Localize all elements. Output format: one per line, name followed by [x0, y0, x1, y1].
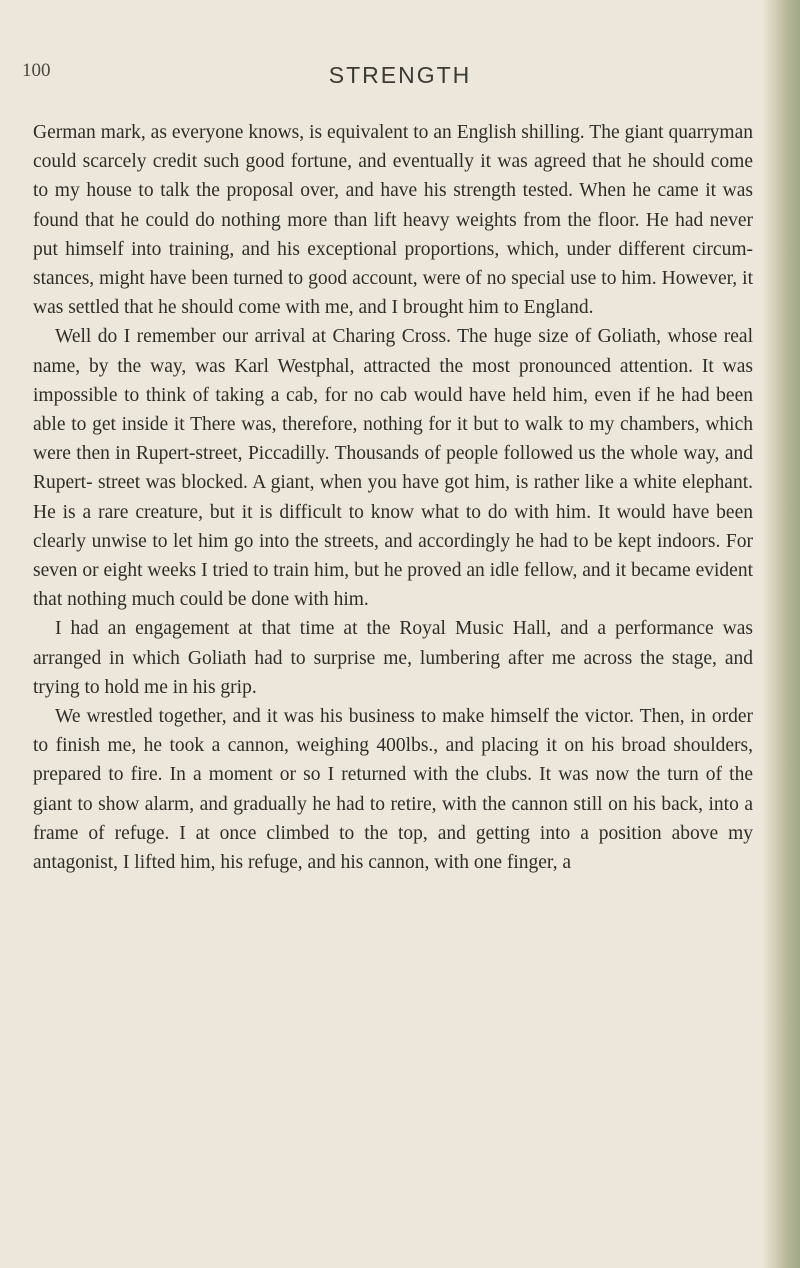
paragraph: I had an engagement at that time at the Royal Music Hall, and a performance was arranged in which Goliath had to surprise me, lumbering after me across the stage, and trying to hold me in his grip.	[33, 618, 753, 698]
paragraph: Well do I remember our arrival at Charing Cross. The huge size of Goliath, whose real name, by the way, was Karl Westphal, attracted the most pronounced attention. It was impossible to think of taking a cab, for no cab would have held him, even if he had been able to get inside it There was, therefore, nothing for it but to walk to my chambers, which were then in Rupert-street, Piccadilly. Thousands of people followed us the whole way, and Rupert- street was blocked. A giant, when you have got him, is rather like a white elephant. He is a rare creature, but it is difficult to know what to do with him. It would have been clearly unwise to let him go into the streets, and accordingly he had to be kept indoors. For seven or eight weeks I tried to train him, but he proved an idle fellow, and it became evident that nothing much could be done with him.	[33, 326, 753, 611]
paragraph: German mark, as everyone knows, is equivalent to an English shilling. The giant quarryman could scarcely credit such good fortune, and eventually it was agreed that he should come to my house to talk the proposal over, and have his strength tested. When he came it was found that he could do nothing more than lift heavy weights from the floor. He had never put himself into training, and his exceptional proportions, which, under different circum- stances, might have been turned to good account, were of no special use to him. However, it was settled that he should come with me, and I brought him to England.	[33, 122, 753, 319]
body-text	[33, 118, 753, 877]
running-title: STRENGTH	[328, 62, 472, 88]
paragraph: We wrestled together, and it was his business to make himself the victor. Then, in order to finish me, he took a cannon, weighing 400lbs., and placing it on his broad shoulders, prepared to fire. In a moment or so I returned with the clubs. It was now the turn of the giant to show alarm, and gradually he had to retire, with the cannon still on his back, into a frame of refuge. I at once climbed to the top, and getting into a position above my antagonist, I lifted him, his refuge, and his cannon, with one finger, a	[33, 706, 753, 874]
page-number: 100	[22, 60, 51, 81]
page-edge-shadow	[762, 0, 800, 1268]
